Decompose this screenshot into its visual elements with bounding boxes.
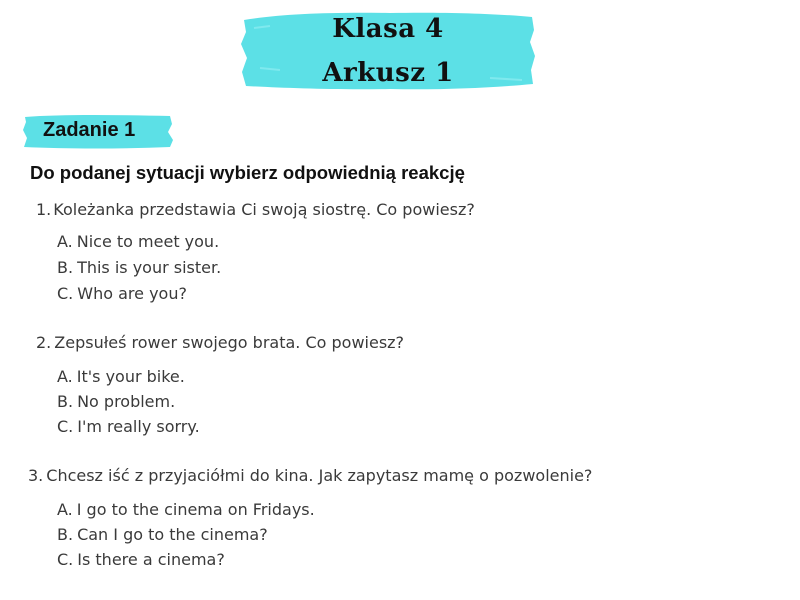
option-1a[interactable] [57, 232, 219, 251]
option-letter: B. [57, 525, 74, 544]
option-text: Is there a cinema? [77, 550, 225, 569]
option-text: This is your sister. [77, 258, 222, 277]
option-letter: A. [57, 500, 73, 519]
option-2b[interactable] [57, 392, 175, 411]
option-2a[interactable] [57, 367, 185, 386]
question-number: 1. [36, 200, 52, 219]
task-label: Zadanie 1 [43, 119, 136, 141]
option-letter: B. [57, 392, 74, 411]
question-2 [36, 333, 404, 352]
option-letter: A. [57, 367, 73, 386]
question-text: Koleżanka przedstawia Ci swoją siostrę. Co powiesz? [53, 200, 475, 219]
option-3c[interactable] [57, 550, 225, 569]
option-text: It's your bike. [76, 367, 185, 386]
option-letter: C. [57, 284, 74, 303]
option-text: I'm really sorry. [77, 417, 200, 436]
question-number: 2. [36, 333, 52, 352]
option-2c[interactable] [57, 417, 200, 436]
option-letter: B. [57, 258, 74, 277]
question-3 [28, 466, 592, 485]
option-letter: C. [57, 417, 74, 436]
question-text: Chcesz iść z przyjaciółmi do kina. Jak zapytasz mamę o pozwolenie? [46, 466, 593, 485]
option-letter: C. [57, 550, 74, 569]
question-1 [36, 200, 475, 219]
option-text: Can I go to the cinema? [77, 525, 268, 544]
option-text: Nice to meet you. [76, 232, 220, 251]
task-instruction: Do podanej sytuacji wybierz odpowiednią reakcję [30, 162, 465, 183]
option-text: Who are you? [77, 284, 187, 303]
question-text: Zepsułeś rower swojego brata. Co powiesz? [54, 333, 405, 352]
question-number: 3. [28, 466, 44, 485]
option-1c[interactable] [57, 284, 187, 303]
option-text: No problem. [77, 392, 176, 411]
title-sheet: Arkusz 1 [322, 58, 454, 88]
option-3a[interactable] [57, 500, 315, 519]
option-text: I go to the cinema on Fridays. [76, 500, 315, 519]
option-letter: A. [57, 232, 73, 251]
option-3b[interactable] [57, 525, 268, 544]
title-class: Klasa 4 [332, 14, 444, 44]
option-1b[interactable] [57, 258, 221, 277]
worksheet-title [240, 8, 536, 92]
task-heading [22, 112, 174, 150]
